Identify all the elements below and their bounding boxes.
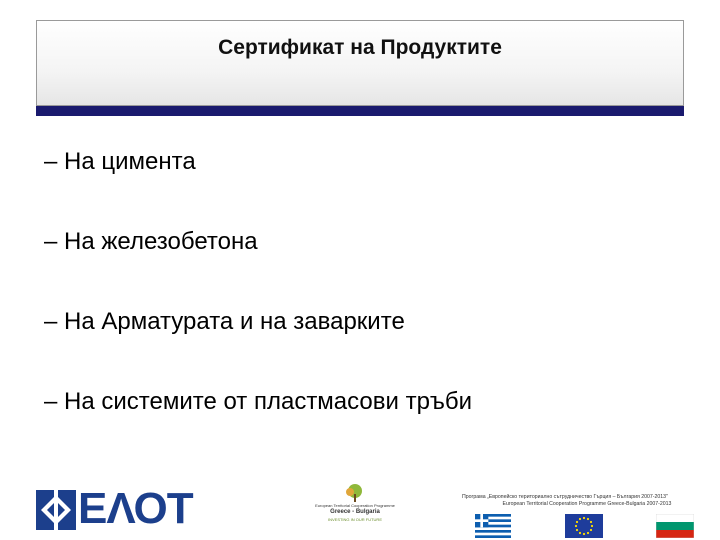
program-logo-line3: INVESTING IN OUR FUTURE bbox=[327, 517, 382, 522]
program-text bbox=[462, 494, 712, 508]
title-underline-bar bbox=[36, 106, 684, 116]
tree-icon bbox=[341, 484, 369, 502]
program-logo-line2: Greece - Bulgaria bbox=[330, 509, 380, 515]
program-text-line2: European Territorial Cooperation Programme Greece-Bulgaria 2007-2013 bbox=[502, 501, 672, 507]
bullet-item: – На железобетона bbox=[44, 228, 258, 255]
bullet-item: – На Арматурата и на заварките bbox=[44, 308, 405, 335]
bullet-item: – На цимента bbox=[44, 148, 196, 175]
bullet-item: – На системите от пластмасови тръби bbox=[44, 388, 473, 415]
program-logo bbox=[315, 484, 395, 534]
program-logo-line1: European Territorial Cooperation Programme bbox=[315, 503, 395, 508]
program-text-line1: Програма „Европейско териториално сътрудничество Гърция – България 2007-2013" bbox=[462, 494, 668, 500]
eu-flag-icon bbox=[565, 514, 603, 538]
elot-logo bbox=[36, 484, 211, 533]
slide-title: Сертификат на Продуктите bbox=[218, 36, 502, 59]
elot-mark-icon bbox=[36, 490, 76, 530]
greece-flag-icon bbox=[474, 514, 512, 538]
elot-logo-text: ΕΛΟΤ bbox=[78, 484, 193, 533]
title-box bbox=[36, 20, 684, 106]
bulgaria-flag-icon bbox=[656, 514, 694, 538]
